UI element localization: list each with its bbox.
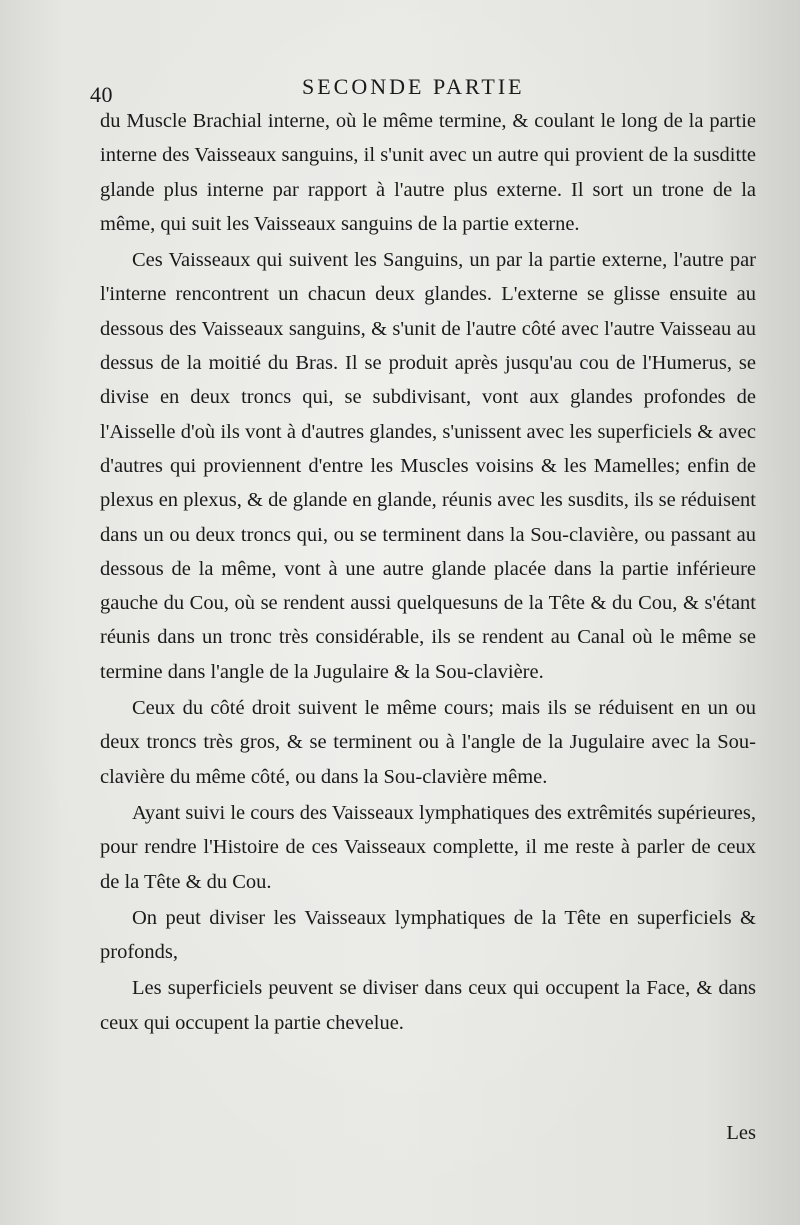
paragraph-continuation: du Muscle Brachial interne, où le même termine, & coulant le long de la partie interne des Vaisseaux sanguins, il s'unit avec un autre qui provient de la susditte glande plus interne par rapport à l'autre plus externe. Il sort un trone de la même, qui suit les Vaisseaux sanguins de la partie externe. (100, 110, 756, 235)
catchword: Les (726, 1122, 756, 1144)
paragraph: Ceux du côté droit suivent le même cours; mais ils se réduisent en un ou deux troncs très gros, & se terminent ou à l'angle de la Jugulaire avec la Sou-clavière du même côté, ou dans la Sou-clavière même. (100, 697, 756, 788)
body-text (100, 104, 756, 1040)
paragraph: On peut diviser les Vaisseaux lymphatiques de la Tête en superficiels & profonds, (100, 906, 756, 964)
paragraph: Ayant suivi le cours des Vaisseaux lymphatiques des extrêmités supérieures, pour rendre l'Histoire de ces Vaisseaux complette, il me reste à parler de ceux de la Tête & du Cou. (100, 801, 756, 893)
page-number: 40 (90, 82, 113, 107)
paragraph: Les superficiels peuvent se diviser dans ceux qui occupent la Face, & dans ceux qui occupent la partie chevelue. (100, 977, 756, 1034)
running-title: SECONDE PARTIE (302, 74, 525, 99)
paragraph: Ces Vaisseaux qui suivent les Sanguins, un par la partie externe, l'autre par l'interne rencontrent un chacun deux glandes. L'externe se glisse ensuite au dessous des Vaisseaux sanguins, & s'unit de l'autre côté avec l'autre Vaisseau au dessus de la moitié du Bras. Il se produit après jusqu'au cou de l'Humerus, se divise en deux troncs qui, se subdivisant, vont aux glandes profondes de l'Aisselle d'où ils vont à d'autres glandes, s'unissent avec les superficiels & avec d'autres qui proviennent d'entre les Muscles voisins & les Mamelles; enfin de plexus en plexus, & de glande en glande, réunis avec les susdits, ils se réduisent dans un ou deux troncs qui, ou se terminent dans la Sou-clavière, ou passant au dessous de la même, vont à une autre glande placée dans la partie inférieure gauche du Cou, où se rendent aussi quelquesuns de la Tête & du Cou, & s'étant réunis dans un tronc très considérable, ils se rendent au Canal où le même se termine dans l'angle de la Jugulaire & la Sou-clavière. (100, 249, 756, 683)
page-header (90, 72, 750, 106)
